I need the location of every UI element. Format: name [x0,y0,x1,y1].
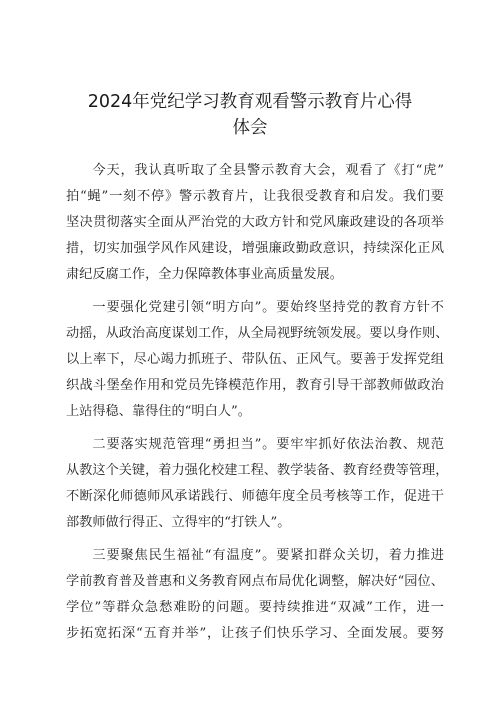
paragraph-line: 三要聚焦民生福祉“有温度”。要紧扣群众关切，着力推进 [92,548,444,563]
paragraph-line: 一要强化党建引领“明方向”。要始终坚持党的教育方针不 [92,300,444,315]
paragraph-line: 拍“蝇”一刻不停》警示教育片，让我很受教育和启发。我们要 [66,189,444,204]
paragraph-3 [66,432,449,536]
document-title-line-2: 体会 [232,118,268,138]
paragraph-2 [66,295,449,425]
paragraph-line: 措，切实加强学风作风建设，增强廉政勤政意识，持续深化正风 [66,241,444,256]
paragraph-line: 以上率下，尽心竭力抓班子、带队伍、正风气。要善于发挥党组 [66,352,444,367]
paragraph-line: 部教师做行得正、立得牢的“打铁人”。 [66,515,291,530]
paragraph-line: 动摇，从政治高度谋划工作，从全局视野统领发展。要以身作则、 [66,326,449,341]
paragraph-spacer [66,536,444,543]
document-body [66,158,449,647]
paragraph-4 [66,543,444,647]
document-title-line-1: 2024年党纪学习教育观看警示教育片心得 [87,92,413,112]
paragraph-line: 织战斗堡垒作用和党员先锋模范作用，教育引导干部教师做政治 [66,378,444,393]
paragraph-spacer [66,425,444,432]
paragraph-line: 学位”等群众急愁难盼的问题。要持续推进“双减”工作，进一 [66,600,444,615]
paragraph-line: 学前教育普及普惠和义务教育网点布局优化调整，解决好“园位、 [66,574,444,589]
paragraph-1 [66,158,444,288]
paragraph-line: 二要落实规范管理“勇担当”。要牢牢抓好依法治教、规范 [92,437,444,452]
paragraph-spacer [66,288,444,295]
paragraph-line: 上站得稳、靠得住的“明白人”。 [66,404,251,419]
paragraph-line: 肃纪反腐工作，全力保障教体事业高质量发展。 [66,267,343,282]
paragraph-line: 从教这个关键，着力强化校建工程、教学装备、教育经费等管理， [66,463,449,478]
paragraph-line: 坚决贯彻落实全面从严治党的大政方针和党风廉政建设的各项举 [66,215,444,230]
paragraph-line: 步拓宽拓深“五育并举”，让孩子们快乐学习、全面发展。要努 [66,626,444,641]
paragraph-line: 今天，我认真听取了全县警示教育大会，观看了《打“虎” [92,163,444,178]
paragraph-line: 不断深化师德师风承诺践行、师德年度全员考核等工作，促进干 [66,489,444,504]
